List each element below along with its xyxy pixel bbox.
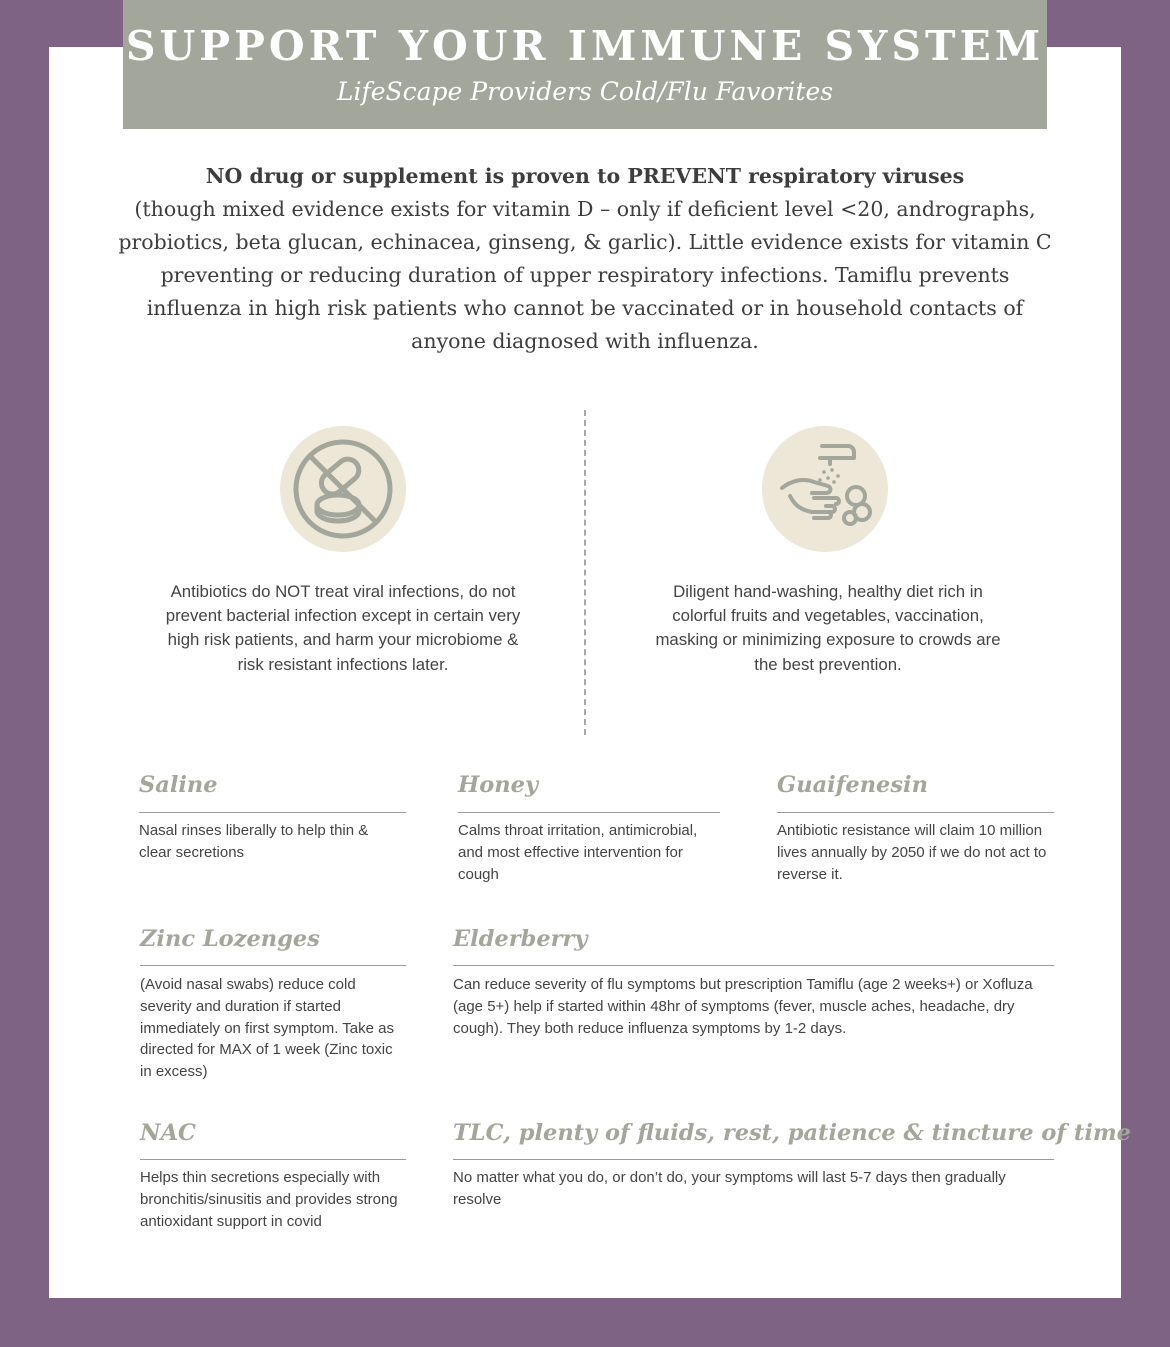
item-title-zinc: Zinc Lozenges [140, 926, 320, 952]
item-desc-guaifenesin: Antibiotic resistance will claim 10 million lives annually by 2050 if we do not act to reverse it. [777, 822, 1047, 883]
item-rule [140, 965, 406, 966]
item-desc-tlc: No matter what you do, or don’t do, your symptoms will last 5-7 days then gradually resolve [453, 1169, 1006, 1208]
intro-headline: NO drug or supplement is proven to PREVENT respiratory viruses [205, 164, 965, 188]
header-banner [123, 0, 1047, 129]
item-title-guaifenesin: Guaifenesin [777, 772, 928, 798]
item-desc-saline: Nasal rinses liberally to help thin & clear secretions [139, 822, 369, 861]
item-rule [139, 812, 406, 813]
hand-washing-icon [762, 426, 888, 552]
column-divider [584, 410, 586, 735]
item-desc-honey: Calms throat irritation, antimicrobial, and most effective intervention for cough [458, 822, 698, 883]
no-pills-icon [280, 426, 406, 552]
item-rule [777, 812, 1054, 813]
item-title-tlc: TLC, plenty of fluids, rest, patience & tincture of time [453, 1120, 1131, 1146]
antibiotics-note: Antibiotics do NOT treat viral infections, do not prevent bacterial infection except in certain very high risk patients, and harm your microbiome & risk resistant infections later. [165, 582, 521, 674]
page-title: SUPPORT YOUR IMMUNE SYSTEM [125, 22, 1045, 70]
item-title-nac: NAC [140, 1120, 196, 1146]
intro-paragraph [115, 160, 1055, 358]
item-desc-zinc: (Avoid nasal swabs) reduce cold severity and duration if started immediately on first symptom. Take as directed for MAX of 1 week (Zinc toxic in excess) [140, 976, 394, 1081]
item-title-saline: Saline [139, 772, 218, 798]
page-subtitle: LifeScape Providers Cold/Flu Favorites [336, 77, 834, 106]
item-desc-elderberry: Can reduce severity of flu symptoms but prescription Tamiflu (age 2 weeks+) or Xofluza (age 5+) help if started within 48hr of symptoms (fever, muscle aches, headache, dry cough). They both reduce influenza symptoms by 1-2 days. [453, 976, 1033, 1037]
intro-body: (though mixed evidence exists for vitamin D – only if deficient level <20, andrographs, probiotics, beta glucan, echinacea, ginseng, & garlic). Little evidence exists for vitamin C preventing or reducing duration of upper respiratory infections. Tamiflu prevents influenza in high risk patients who cannot be vaccinated or in household contacts of anyone diagnosed with influenza. [118, 197, 1052, 353]
item-title-honey: Honey [458, 772, 539, 798]
item-title-elderberry: Elderberry [453, 926, 588, 952]
item-rule [453, 1159, 1054, 1160]
item-desc-nac: Helps thin secretions especially with bronchitis/sinusitis and provides strong antioxidant support in covid [140, 1169, 398, 1230]
item-rule [453, 965, 1054, 966]
item-rule [140, 1159, 406, 1160]
item-rule [458, 812, 720, 813]
prevention-note: Diligent hand-washing, healthy diet rich in colorful fruits and vegetables, vaccination, masking or minimizing exposure to crowds are the best prevention. [655, 582, 1001, 674]
